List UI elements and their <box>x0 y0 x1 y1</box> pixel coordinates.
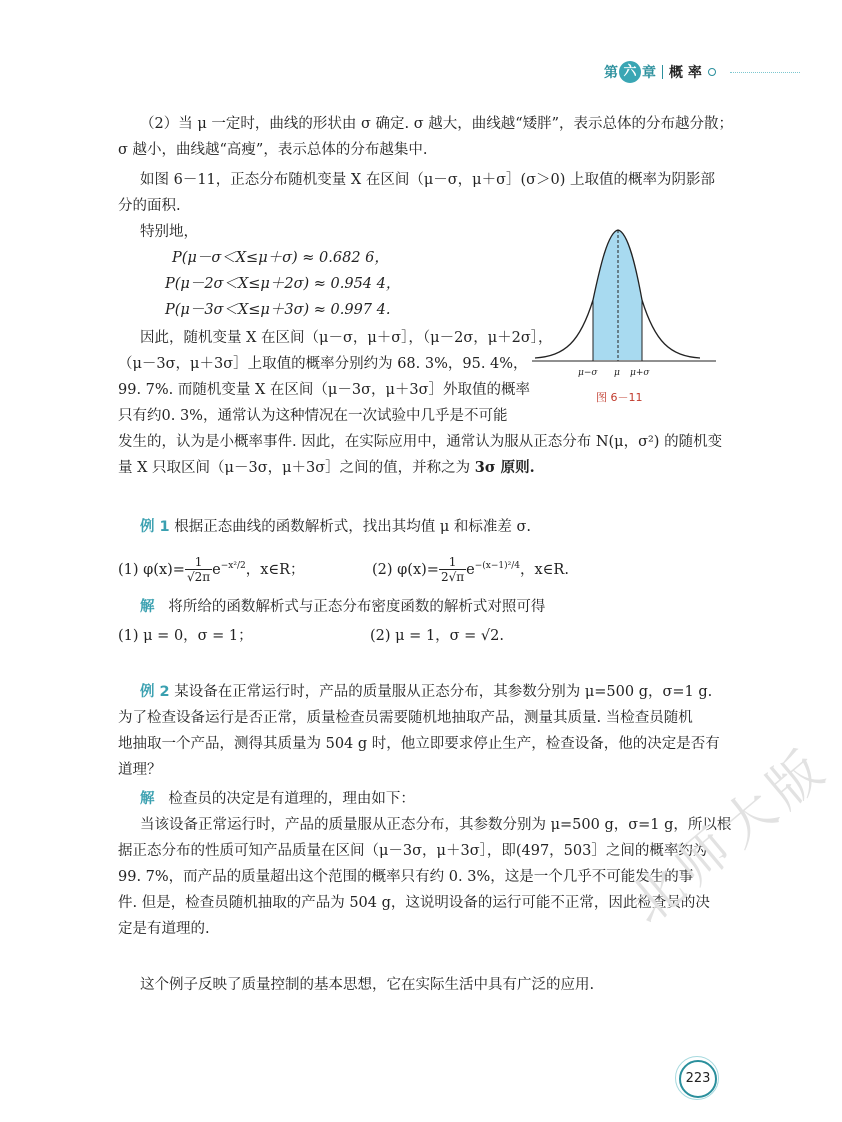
tick-label-mu: μ <box>614 368 620 378</box>
example1-answer1: (1) μ = 0，σ = 1； <box>118 628 253 644</box>
probability-3sigma: P(μ－3σ＜X≤μ＋3σ) ≈ 0.997 4. <box>165 302 391 318</box>
example2-line3: 地抽取一个产品，测得其质量为 504 g 时，他立即要求停止生产，检查设备，他的决定是否有 <box>118 736 720 752</box>
para4-line5: 发生的，认为是小概率事件. 因此，在实际应用中，通常认为服从正态分布 N(μ，σ²) 的随机变 <box>118 434 723 450</box>
example2-text-1: 某设备在正常运行时，产品的质量服从正态分布，其参数分别为 μ=500 g，σ=1 g. <box>174 684 713 700</box>
para3-intro: 特别地， <box>140 224 198 240</box>
example2-solution-line5: 件. 但是，检查员随机抽取的产品为 504 g，这说明设备的运行可能不正常，因此检查员的决 <box>118 895 710 911</box>
chapter-number-badge: 六 <box>619 61 641 83</box>
para4-line6 <box>118 458 535 478</box>
probability-2sigma: P(μ－2σ＜X≤μ＋2σ) ≈ 0.954 4， <box>165 276 401 292</box>
chapter-header <box>604 61 716 83</box>
page-number: 223 <box>679 1060 717 1098</box>
probability-1sigma: P(μ－σ＜X≤μ＋σ) ≈ 0.682 6， <box>172 250 389 266</box>
example1-solution <box>140 597 545 617</box>
publisher-watermark: 北师大版 <box>618 735 841 936</box>
para4-line1: 因此，随机变量 X 在区间（μ－σ，μ＋σ］，（μ－2σ，μ＋2σ］， <box>140 330 553 346</box>
example1-formula1: (1) φ(x)= $\frac{1}{√2\pi}$ $e^{-x^2/2}$，x∈R； <box>118 555 305 585</box>
f2-denominator: 2√π <box>440 570 465 585</box>
example1-formula2: (2) φ(x)= $\frac{1}{2√\pi}$ $e^{-(x-1)^2/4}$，x∈R. <box>372 555 569 585</box>
f1-suffix: ，x∈R； <box>245 561 305 578</box>
chapter-title: 概 率 <box>669 65 702 81</box>
example2-label: 例 2 <box>140 684 170 700</box>
closing-remark: 这个例子反映了质量控制的基本思想，它在实际生活中具有广泛的应用. <box>140 977 595 993</box>
para4-line3: 99. 7%. 而随机变量 X 在区间（μ－3σ，μ＋3σ］外取值的概率 <box>118 382 531 398</box>
f1-fraction <box>185 555 212 584</box>
example1-answer2: (2) μ = 1，σ = √2. <box>370 628 505 644</box>
example2-solution-line6: 定是有道理的. <box>118 921 210 937</box>
chapter-prefix: 第 <box>604 65 618 81</box>
chapter-suffix: 章 <box>642 65 656 81</box>
f2-numerator: 1 <box>439 555 466 570</box>
f1-exponent: −x²/2 <box>220 561 246 571</box>
example2-solution-label: 解 <box>140 791 155 807</box>
f2-fraction <box>439 555 466 584</box>
para4-line4: 只有约0. 3%，通常认为这种情况在一次试验中几乎是不可能 <box>118 408 508 424</box>
f2-prefix: (2) φ(x)= <box>372 561 439 578</box>
example2-line4: 道理？ <box>118 762 162 778</box>
header-rule <box>730 72 800 73</box>
normal-curve-svg <box>530 222 720 392</box>
f1-prefix: (1) φ(x)= <box>118 561 185 578</box>
example2-solution-line3: 据正态分布的性质可知产品质量在区间（μ－3σ，μ＋3σ］，即(497，503］之间的概率约为 <box>118 843 708 859</box>
tick-label-mu-plus-sigma: μ+σ <box>630 368 650 378</box>
three-sigma-rule: 3σ 原则. <box>474 459 535 476</box>
example2-line1 <box>140 682 712 702</box>
figure-caption: 图 6－11 <box>596 391 643 404</box>
example1-label: 例 1 <box>140 519 170 535</box>
f2-exponent: −(x−1)²/4 <box>474 561 520 571</box>
example1-solution-label: 解 <box>140 599 155 615</box>
header-dot-icon <box>708 68 716 76</box>
example2-solution-line1 <box>140 789 415 809</box>
example1-solution-text: 将所给的函数解析式与正态分布密度函数的解析式对照可得 <box>168 599 546 615</box>
f1-numerator: 1 <box>185 555 212 570</box>
tick-label-mu-minus-sigma: μ−σ <box>578 368 598 378</box>
f1-denominator: √2π <box>186 570 211 585</box>
header-divider <box>662 65 663 79</box>
example2-solution-line4: 99. 7%，而产品的质量超出这个范围的概率只有约 0. 3%，这是一个几乎不可能发生的事 <box>118 869 694 885</box>
normal-curve-figure <box>530 222 720 392</box>
para2-line1: 如图 6－11，正态分布随机变量 X 在区间（μ－σ，μ＋σ］(σ＞0) 上取值的概率为阴影部 <box>140 172 716 188</box>
example2-line2: 为了检查设备运行是否正常，质量检查员需要随机地抽取产品，测量其质量. 当检查员随机 <box>118 710 693 726</box>
para1-line2: σ 越小，曲线越“高瘦”，表示总体的分布越集中. <box>118 142 428 158</box>
example1-text: 根据正态曲线的函数解析式，找出其均值 μ 和标准差 σ. <box>174 519 532 535</box>
example2-solution-text-1: 检查员的决定是有道理的，理由如下： <box>168 791 415 807</box>
para4-line6-text: 量 X 只取区间（μ－3σ，μ＋3σ］之间的值，并称之为 <box>118 460 475 476</box>
example1-statement <box>140 517 531 537</box>
f2-suffix: ，x∈R. <box>520 561 569 578</box>
example2-solution-line2: 当该设备正常运行时，产品的质量服从正态分布，其参数分别为 μ=500 g，σ=1 g，所以根 <box>140 817 732 833</box>
para1-line1: （2）当 μ 一定时，曲线的形状由 σ 确定. σ 越大，曲线越“矮胖”，表示总体的分布越分散； <box>140 116 734 132</box>
para2-line2: 分的面积. <box>118 198 181 214</box>
para4-line2: （μ－3σ，μ＋3σ］上取值的概率分别约为 68. 3%，95. 4%， <box>118 356 528 372</box>
